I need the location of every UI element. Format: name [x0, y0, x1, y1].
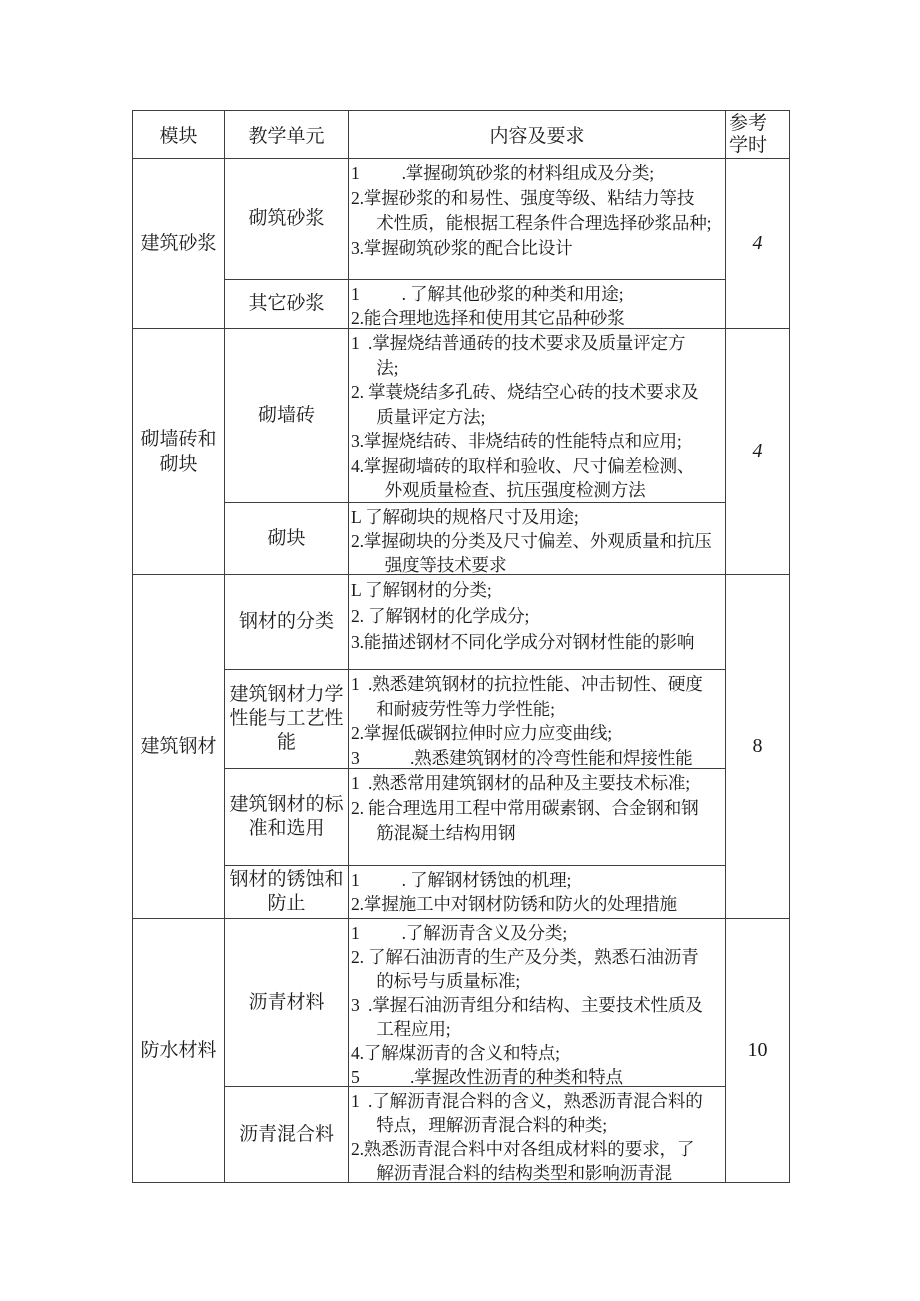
unit-name-cell	[225, 919, 349, 1086]
module-row	[133, 918, 789, 1182]
content-line: 2.掌握砂浆的和易性、强度等级、粘结力等技	[351, 188, 695, 208]
units-wrap	[225, 919, 725, 1182]
content-line: 2. 能合理选用工程中常用碳素钢、合金钢和钢	[351, 798, 699, 818]
unit-name: 砌筑砂浆	[248, 208, 325, 229]
hours-value: 4	[752, 232, 763, 254]
unit-name: 准和选用	[248, 818, 325, 839]
unit-row	[225, 159, 725, 279]
unit-name: 其它砂浆	[248, 293, 325, 314]
module-cell	[133, 919, 225, 1182]
content-line: 3.掌握砌筑砂浆的配合比设计	[351, 238, 573, 258]
hours-value: 4	[752, 440, 763, 462]
content-cell	[349, 670, 725, 768]
content-line: 2.掌握低碳钢拉伸时应力应变曲线;	[351, 723, 612, 743]
unit-name: 沥青材料	[248, 991, 325, 1013]
content-line: L 了解砌块的规格尺寸及用途;	[351, 507, 579, 527]
content-line: 1 .了解沥青混合料的含义，熟悉沥青混合料的	[351, 1091, 703, 1111]
content-line: 工程应用;	[351, 1019, 451, 1039]
module-cell	[133, 159, 225, 328]
content-line: 2.掌握施工中对钢材防锈和防火的处理措施	[351, 894, 677, 914]
module-name: 防水材料	[140, 1040, 217, 1061]
module-name: 建筑砂浆	[140, 233, 217, 254]
unit-name-cell	[225, 280, 349, 328]
table-body	[133, 159, 789, 1182]
header-module: 模块	[133, 111, 225, 158]
header-teaching-unit: 教学单元	[225, 111, 349, 158]
unit-row	[225, 669, 725, 768]
content-line: 4.了解煤沥青的含义和特点;	[351, 1043, 560, 1063]
unit-name: 砌块	[267, 527, 306, 549]
content-cell	[349, 1087, 725, 1182]
content-line: 的标号与质量标准;	[351, 971, 521, 991]
header-content-requirements: 内容及要求	[489, 126, 585, 147]
content-line: 术性质，能根据工程条件合理选择砂浆品种;	[351, 213, 712, 233]
hours-value: 8	[752, 735, 763, 757]
module-row	[133, 159, 789, 328]
content-line: 解沥青混合料的结构类型和影响沥青混	[351, 1163, 672, 1182]
content-line: 强度等技术要求	[351, 555, 507, 574]
content-line: 2.掌握砌块的分类及尺寸偏差、外观质量和抗压	[351, 531, 712, 551]
content-line: 1 .了解沥青含义及分类;	[351, 923, 568, 943]
unit-name: 性能与工艺性	[229, 708, 344, 729]
content-line: 3 .熟悉建筑钢材的冷弯性能和焊接性能	[351, 747, 693, 768]
content-line: 3.掌握烧结砖、非烧结砖的性能特点和应用;	[351, 431, 682, 451]
unit-row	[225, 1086, 725, 1182]
content-line: 特点，理解沥青混合料的种类;	[351, 1115, 607, 1135]
content-cell	[349, 769, 725, 865]
hours-cell	[725, 919, 789, 1182]
content-line: 1 . 了解钢材锈蚀的机理;	[351, 870, 572, 890]
content-line: 3.能描述钢材不同化学成分对钢材性能的影响	[351, 632, 695, 652]
unit-name: 能	[276, 732, 296, 753]
unit-name-cell	[225, 503, 349, 574]
content-line: 3 .掌握石油沥青组分和结构、主要技术性质及	[351, 995, 703, 1015]
content-line: 1 . 了解其他砂浆的种类和用途;	[351, 284, 624, 304]
unit-row	[225, 279, 725, 328]
unit-row	[225, 329, 725, 502]
module-name: 砌墙砖和	[140, 428, 217, 450]
content-cell	[349, 866, 725, 918]
content-line: 质量评定方法;	[351, 406, 486, 427]
unit-name-cell	[225, 866, 349, 918]
content-line: 外观质量检查、抗压强度检测方法	[351, 480, 646, 500]
module-name: 砌块	[159, 453, 198, 475]
content-line: 4.掌握砌墙砖的取样和验收、尺寸偏差检测、	[351, 455, 695, 476]
content-cell	[349, 159, 725, 279]
content-line: L 了解钢材的分类;	[351, 580, 492, 600]
header-reference-hours-line: 参考	[729, 112, 768, 134]
content-cell	[349, 575, 725, 669]
content-cell	[349, 329, 725, 502]
header-reference-hours	[725, 111, 789, 158]
content-line: 2. 了解钢材的化学成分;	[351, 606, 530, 626]
unit-name: 沥青混合料	[238, 1123, 334, 1145]
content-line: 5 .掌握改性沥青的种类和特点	[351, 1067, 623, 1086]
hours-cell	[725, 329, 789, 574]
unit-row	[225, 919, 725, 1086]
content-line: 2.能合理地选择和使用其它品种砂浆	[351, 308, 625, 328]
module-cell	[133, 575, 225, 918]
module-row	[133, 574, 789, 918]
unit-name: 钢材的分类	[238, 611, 334, 632]
module-cell	[133, 329, 225, 574]
content-line: 2.熟悉沥青混合料中对各组成材料的要求，了	[351, 1139, 695, 1159]
unit-name-cell	[225, 329, 349, 502]
unit-name-cell	[225, 769, 349, 865]
content-line: 2. 掌蓑烧结多孔砖、烧结空心砖的技术要求及	[351, 382, 699, 402]
hours-cell	[725, 159, 789, 328]
unit-row	[225, 502, 725, 574]
unit-row	[225, 865, 725, 918]
unit-name: 建筑钢材力学	[229, 684, 344, 705]
content-line: 1 .掌握砌筑砂浆的材料组成及分类;	[351, 163, 654, 183]
content-line: 筋混凝土结构用钢	[351, 823, 516, 843]
unit-name-cell	[225, 575, 349, 669]
module-name: 建筑钢材	[140, 736, 217, 757]
curriculum-table	[132, 110, 790, 1183]
content-cell	[349, 503, 725, 574]
content-line: 和耐疲劳性等力学性能;	[351, 698, 555, 719]
content-cell	[349, 919, 725, 1086]
content-line: 法;	[351, 357, 399, 378]
table-header-row	[133, 111, 789, 159]
units-wrap	[225, 575, 725, 918]
unit-name-cell	[225, 670, 349, 768]
content-line: 1 .熟悉常用建筑钢材的品种及主要技术标准;	[351, 773, 690, 793]
unit-name: 钢材的锈蚀和	[229, 869, 344, 890]
unit-name-cell	[225, 1087, 349, 1182]
unit-row	[225, 768, 725, 865]
content-line: 1 .掌握烧结普通砖的技术要求及质量评定方	[351, 333, 686, 353]
module-row	[133, 328, 789, 574]
hours-value: 10	[747, 1039, 768, 1061]
units-wrap	[225, 159, 725, 328]
hours-cell	[725, 575, 789, 918]
content-line: 2. 了解石油沥青的生产及分类，熟悉石油沥青	[351, 947, 699, 967]
unit-name: 砌墙砖	[257, 404, 315, 426]
header-reference-hours-line: 学时	[729, 134, 768, 156]
units-wrap	[225, 329, 725, 574]
content-cell	[349, 280, 725, 328]
unit-name: 建筑钢材的标	[229, 794, 344, 815]
unit-name-cell	[225, 159, 349, 279]
unit-name: 防止	[267, 893, 306, 914]
unit-row	[225, 575, 725, 669]
content-line: 1 .熟悉建筑钢材的抗拉性能、冲击韧性、硬度	[351, 674, 703, 694]
